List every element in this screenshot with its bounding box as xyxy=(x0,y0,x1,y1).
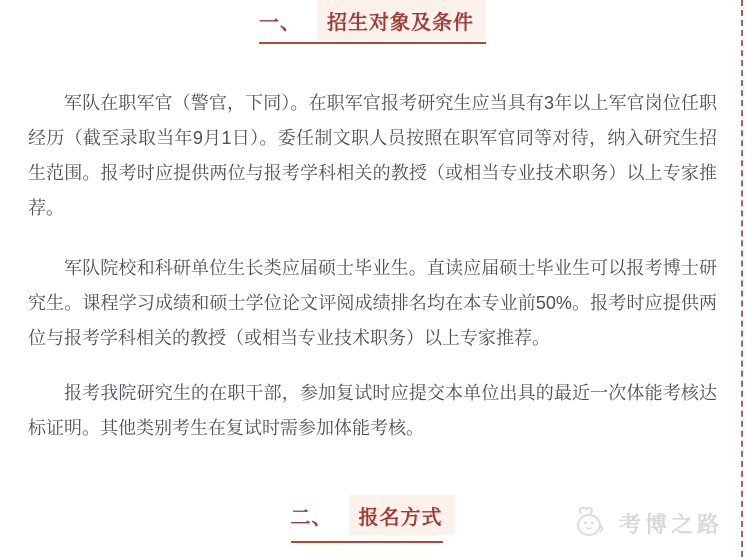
section-2-underline xyxy=(291,541,444,543)
paragraph-2: 军队院校和科研单位生长类应届硕士毕业生。直读应届硕士毕业生可以报考博士研究生。课程学习成绩和硕士学位论文评阅成绩排名均在本专业前50%。报考时应提供两位与报考学科相关的教授（或相当专业技术职务）以上专家推荐。 xyxy=(28,258,717,348)
section-heading-2 xyxy=(0,495,745,543)
section-2-title: 报名方式 xyxy=(349,495,455,535)
watermark-label: 考博之路 xyxy=(618,511,723,537)
section-1-number: 一、 xyxy=(259,12,301,34)
article-body xyxy=(0,86,745,446)
paragraph-1: 军队在职军官（警官，下同）。在职军官报考研究生应当具有3年以上军官岗位任职经历（截至录取当年9月1日）。委任制文职人员按照在职军官同等对待，纳入研究生招生范围。报考时应提供两位与报考学科相关的教授（或相当专业技术职务）以上专家推荐。 xyxy=(28,93,717,218)
section-heading-1 xyxy=(0,0,745,44)
section-heading-1-inner xyxy=(259,0,486,44)
section-2-number: 二、 xyxy=(290,507,333,529)
paragraph-3: 报考我院研究生的在职干部，参加复试时应提交本单位出具的最近一次体能考核达标证明。其他类别考生在复试时需参加体能考核。 xyxy=(28,383,717,438)
section-1-title: 招生对象及条件 xyxy=(317,0,486,40)
section-heading-2-inner xyxy=(291,495,455,543)
section-1-underline xyxy=(259,42,486,44)
right-dashed-border xyxy=(741,0,743,557)
